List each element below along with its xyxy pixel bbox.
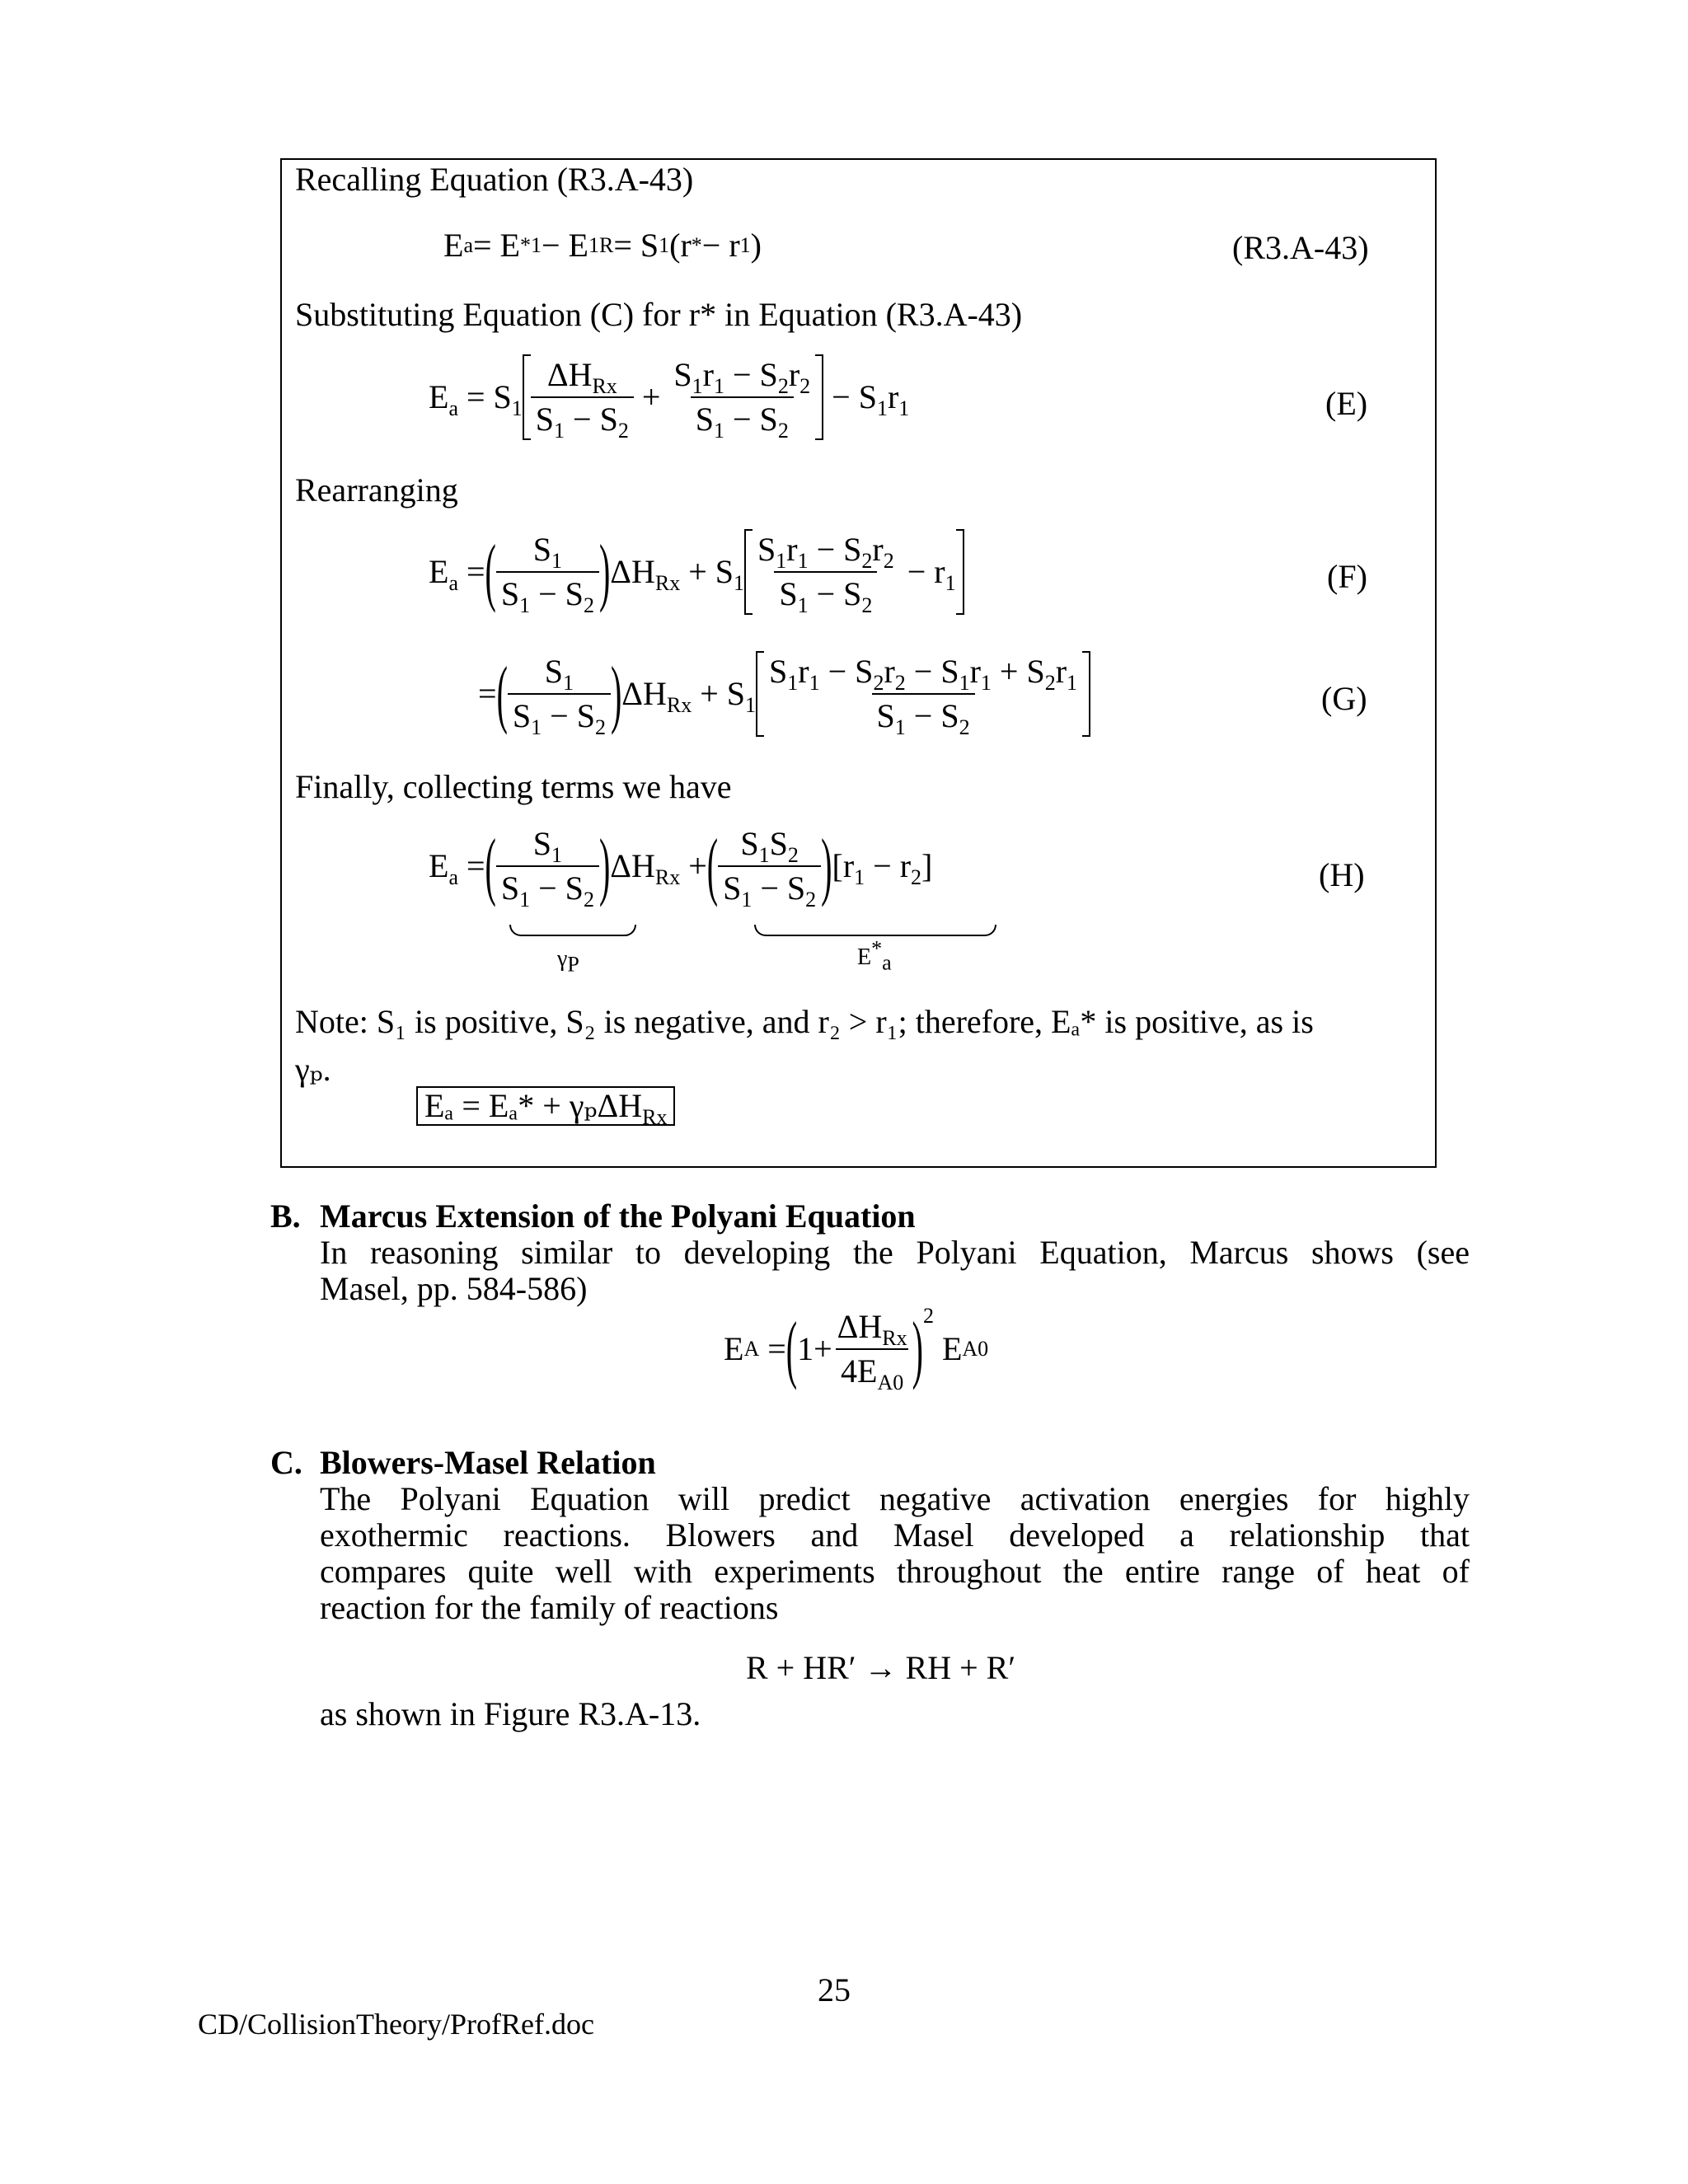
boxed-result: Eₐ = Eₐ* + γₚΔH$_{Rx}$ (416, 1086, 675, 1126)
tag-g: (G) (1321, 680, 1367, 717)
underbrace-ea-star (754, 925, 996, 936)
equation-g: = ( $\frac{S_1}{S_1 - S_2}$ ) $\Delta H_{Rx} + S_1$ $\frac{S_1r_1 - S_2r_2 - S_1r_1 + S_2r_1}{S_1 - S_2}$ (478, 651, 1090, 737)
section-b-title: Marcus Extension of the Polyani Equation (320, 1197, 916, 1235)
note-line-2: γₚ. (295, 1051, 331, 1088)
recalling-text: Recalling Equation (R3.A-43) (295, 161, 694, 198)
equation-f: $E_a$ = ( $\frac{S_1}{S_1 - S_2}$ ) $\Delta H_{Rx} + S_1$ $\frac{S_1r_1 - S_2r_2}{S_1 - S_2}$ − $r_1$ (429, 529, 964, 615)
equation-r3a43: E a = E * 1 − E 1R = S 1 (r * − r 1 ) (443, 227, 762, 264)
as-shown-text: as shown in Figure R3.A-13. (320, 1695, 701, 1732)
page-number: 25 (818, 1971, 851, 2008)
tag-h: (H) (1319, 856, 1365, 893)
rearranging-text: Rearranging (295, 471, 458, 509)
finally-text: Finally, collecting terms we have (295, 768, 732, 805)
equation-e: $E_a = S_1$ $\frac{\Delta H_{Rx}}{S_1 - S_2}$ + $\frac{S_1r_1 - S_2r_2}{S_1 - S_2}$ − $S_1r_1$ (429, 356, 910, 443)
tag-r3a43: (R3.A-43) (1232, 229, 1369, 266)
section-c-line-1: The Polyani Equation will predict negative activation energies for highly (320, 1480, 1470, 1517)
section-c-line-2: exothermic reactions. Blowers and Masel developed a relationship that (320, 1516, 1470, 1554)
section-c-label: C. (270, 1444, 302, 1481)
equation-h: $E_a$ = ( $\frac{S_1}{S_1 - S_2}$ ) $\Delta H_{Rx}$ + ( $\frac{S_1S_2}{S_1 - S_2}$ ) $[r_1 - r_2]$ (429, 823, 933, 912)
reaction-equation: R + HR′ → RH + R′ (746, 1649, 1016, 1686)
gamma-p-label: $\gamma_P$ (557, 946, 579, 977)
section-c-line-4: reaction for the family of reactions (320, 1589, 779, 1626)
section-b-label: B. (270, 1197, 301, 1235)
note-line-1: Note: S₁ is positive, S₂ is negative, and r₂ > r₁; therefore, Eₐ* is positive, as is (295, 1003, 1314, 1040)
substituting-text: Substituting Equation (C) for r* in Equation (R3.A-43) (295, 296, 1023, 333)
section-c-title: Blowers-Masel Relation (320, 1444, 656, 1481)
underbrace-gamma (509, 925, 636, 936)
tag-f: (F) (1327, 558, 1367, 595)
section-b-line-2: Masel, pp. 584-586) (320, 1270, 588, 1307)
section-c-line-3: compares quite well with experiments throughout the entire range of heat of (320, 1553, 1470, 1590)
footer-path: CD/CollisionTheory/ProfRef.doc (198, 2008, 594, 2041)
marcus-equation: E A = ( 1+ $\frac{\Delta H_{Rx}}{4E_{A0}}$ ) $^2$ E A0 (724, 1304, 989, 1394)
tag-e: (E) (1325, 385, 1368, 422)
ea-star-label: $E^*_a$ (857, 936, 892, 975)
section-b-line-1: In reasoning similar to developing the Polyani Equation, Marcus shows (see (320, 1234, 1470, 1271)
